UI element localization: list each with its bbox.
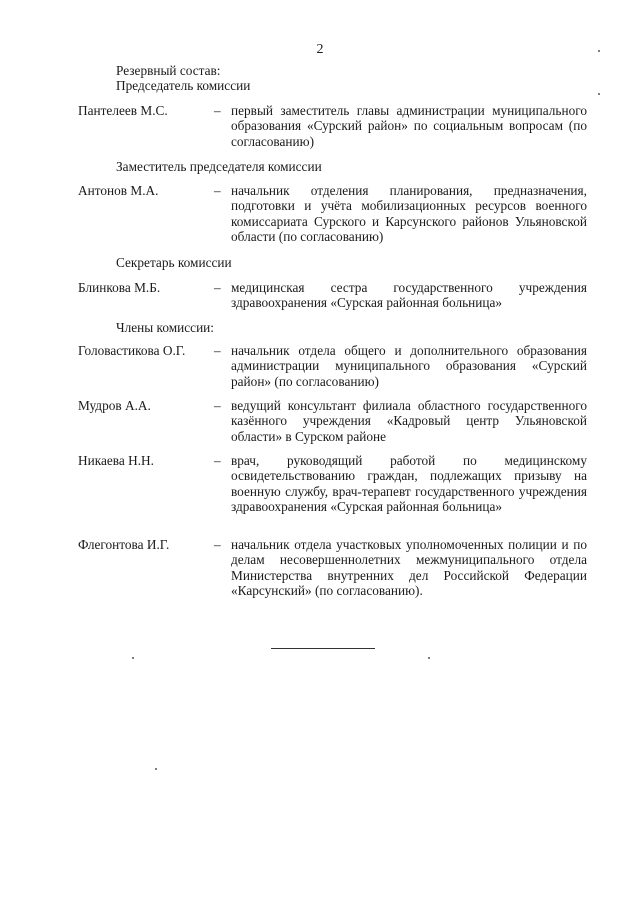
member-name: Блинкова М.Б. [78,280,161,295]
scan-speck [155,768,157,770]
member-dash: – [214,280,221,295]
closing-rule [271,648,375,649]
member-description: медицинская сестра государственного учреждения здравоохранения «Сурская районная больница» [231,280,587,311]
scan-speck [598,93,600,95]
page-number: 2 [316,42,324,57]
member-dash: – [214,537,221,552]
member-description: начальник отдела общего и дополнительного образования администрации муниципального образования «Сурский район» (по согласованию) [231,343,587,389]
member-description: первый заместитель главы администрации муниципального образования «Сурский район» по социальным вопросам (по согласованию) [231,103,587,149]
section-heading-deputy: Заместитель председателя комиссии [116,159,322,174]
member-description: ведущий консультант филиала областного государственного казённого учреждения «Кадровый центр Ульяновской области» в Сурском районе [231,398,587,444]
scan-speck [428,657,430,659]
member-name: Никаева Н.Н. [78,453,154,468]
section-heading-chairman: Председатель комиссии [116,78,251,93]
member-description: начальник отдела участковых уполномоченных полиции и по делам несовершеннолетних межмуниципального отдела Министерства внутренних дел Российской Федерации «Карсунский» (по согласованию). [231,537,587,599]
member-name: Антонов М.А. [78,183,159,198]
section-heading-secretary: Секретарь комиссии [116,255,232,270]
member-dash: – [214,183,221,198]
member-dash: – [214,453,221,468]
member-dash: – [214,103,221,118]
scan-speck [132,657,134,659]
scan-speck [598,50,600,52]
reserve-title: Резервный состав: [116,63,221,78]
member-description: начальник отделения планирования, предназначения, подготовки и учёта мобилизационных ресурсов военного комиссариата Сурского и Карсунского районов Ульяновской области (по согласованию) [231,183,587,245]
member-dash: – [214,343,221,358]
member-name: Флегонтова И.Г. [78,537,170,552]
member-name: Пантелеев М.С. [78,103,168,118]
member-description: врач, руководящий работой по медицинскому освидетельствованию граждан, подлежащих призыву на военную службу, врач-терапевт государственного учреждения здравоохранения «Сурская районная больница» [231,453,587,515]
member-dash: – [214,398,221,413]
member-name: Мудров А.А. [78,398,151,413]
member-name: Головастикова О.Г. [78,343,186,358]
section-heading-members: Члены комиссии: [116,320,214,335]
